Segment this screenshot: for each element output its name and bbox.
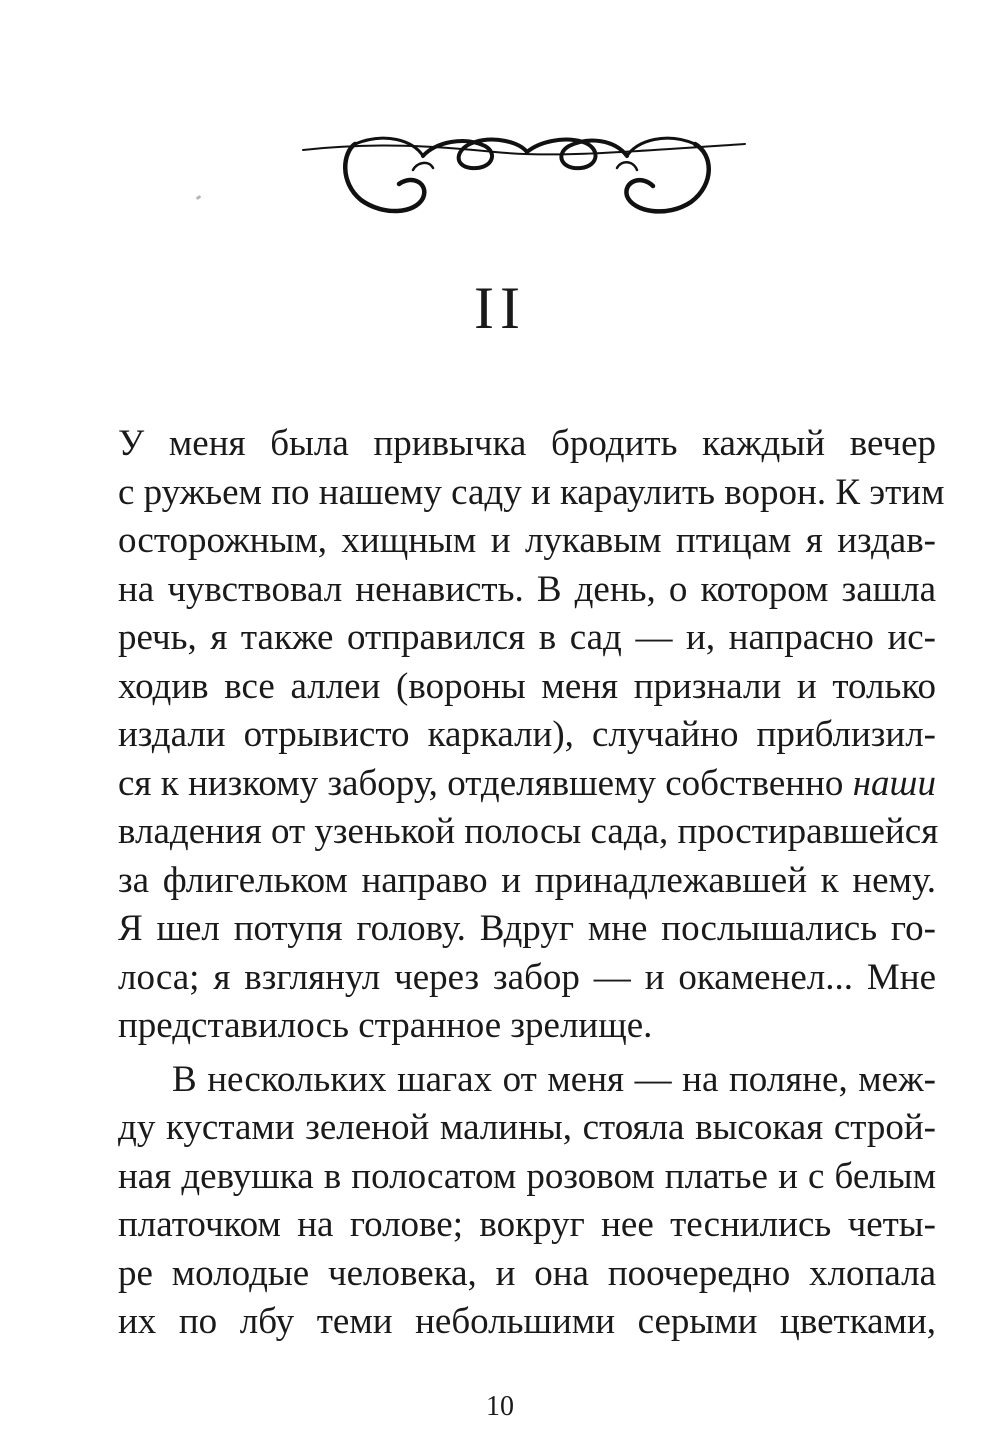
- text-line: осторожным, хищным и лукавым птицам я издав-: [118, 520, 936, 561]
- text-line: с ружьем по нашему саду и караулить ворон. К этим: [118, 471, 945, 513]
- text-line: платочком на голове; вокруг нее теснились четы-: [118, 1204, 936, 1245]
- flourish-ornament-icon: [295, 112, 755, 232]
- text-line-with-emphasis: [118, 760, 936, 809]
- chapter-number: II: [474, 275, 526, 341]
- text-line: лоса; я взглянул через забор — и окаменел... Мне: [118, 956, 936, 998]
- text-line: владения от узенькой полосы сада, простиравшейся: [118, 811, 939, 852]
- text-line: ходив все аллеи (вороны меня признали и только: [118, 665, 936, 707]
- page-number: 10: [486, 1391, 514, 1422]
- text-line: Я шел потупя голову. Вдруг мне послышались го-: [118, 908, 936, 949]
- emphasis-word: наши: [852, 762, 936, 804]
- text-line-start: ся к низкому забору, отделявшему собственно: [118, 762, 853, 804]
- text-line: ре молодые человека, и она поочередно хлопала: [118, 1252, 936, 1294]
- text-line: за флигельком направо и принадлежавшей к нему.: [118, 859, 936, 901]
- text-line: В нескольких шагах от меня — на поляне, меж-: [172, 1058, 936, 1100]
- text-line: на чувствовал ненависть. В день, о котором зашла: [118, 568, 936, 610]
- text-line: ду кустами зеленой малины, стояла высокая строй-: [118, 1107, 936, 1148]
- text-line: речь, я также отправился в сад — и, напрасно ис-: [118, 617, 936, 658]
- print-speck: [196, 195, 202, 200]
- body-text: [118, 420, 945, 1347]
- text-line: У меня была привычка бродить каждый вечер: [118, 423, 936, 464]
- text-line: издали отрывисто каркали), случайно приблизил-: [118, 714, 936, 755]
- text-line: ная девушка в полосатом розовом платье и с белым: [118, 1155, 936, 1197]
- text-line: представилось странное зрелище.: [118, 1005, 653, 1046]
- text-line: их по лбу теми небольшими серыми цветками,: [118, 1301, 936, 1342]
